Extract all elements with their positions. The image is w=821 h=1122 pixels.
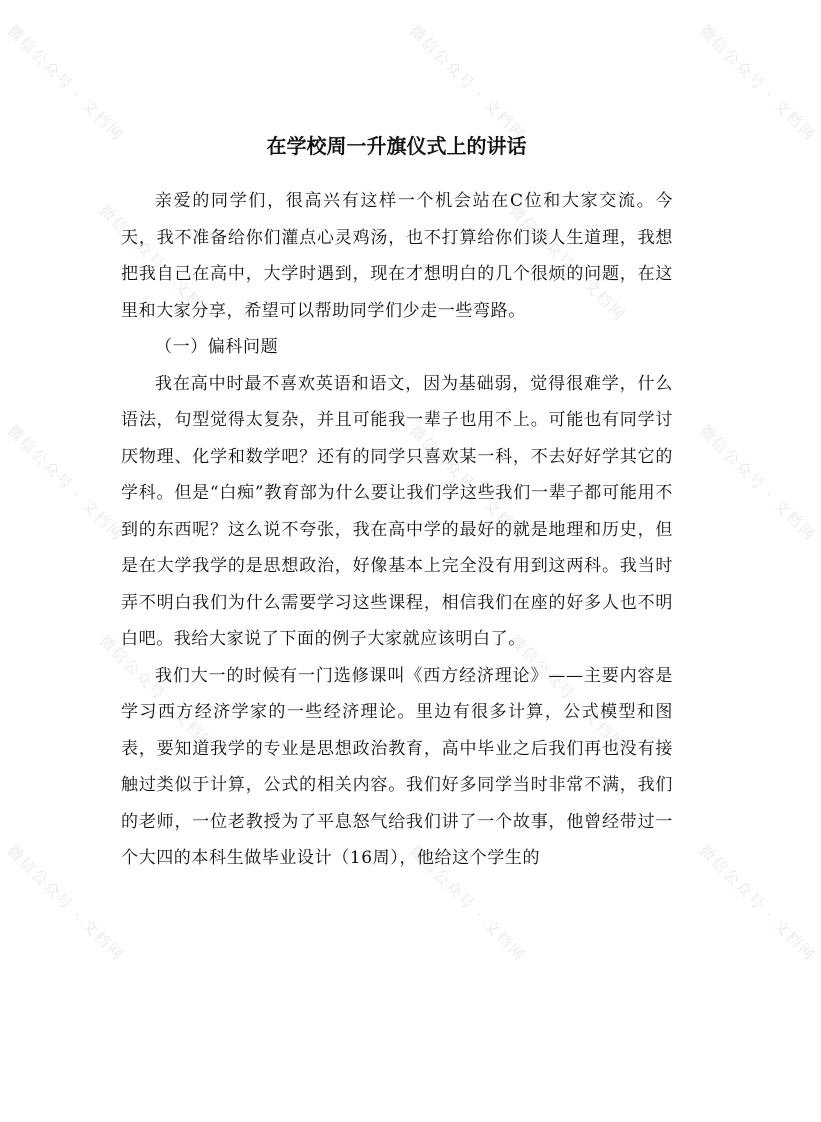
watermark: 微信公众号 · 文档网 <box>695 21 820 145</box>
watermark: 微信公众号 · 文档网 <box>405 21 530 145</box>
watermark: 微信公众号 · 文档网 <box>95 201 220 325</box>
watermark: 微信公众号 · 文档网 <box>3 841 128 965</box>
watermark: 微信公众号 · 文档网 <box>95 631 220 755</box>
watermark: 微信公众号 · 文档网 <box>695 421 820 545</box>
section-heading: （一）偏科问题 <box>155 337 279 357</box>
watermark: 微信公众号 · 文档网 <box>695 841 820 965</box>
watermark: 微信公众号 · 文档网 <box>505 631 630 755</box>
paragraph-intro: 亲爱的同学们，很高兴有这样一个机会站在C位和大家交流。今天，我不准备给你们灌点心灵鸡汤，也不打算给你们谈人生道理，我想把我自己在高中，大学时遇到，现在才想明白的几个很烦的问题，在这里和大家分享，希望可以帮助同学们少走一些弯路。 <box>121 191 673 321</box>
watermark: 微信公众号 · 文档网 <box>3 21 128 145</box>
document-body <box>121 183 673 877</box>
watermark: 微信公众号 · 文档网 <box>405 841 530 965</box>
paragraph-body: 我在高中时最不喜欢英语和语文，因为基础弱，觉得很难学，什么语法，句型觉得太复杂，并且可能我一辈子也用不上。可能也有同学讨厌物理、化学和数学吧？还有的同学只喜欢某一科，不去好好学其它的学科。但是“白痴”教育部为什么要让我们学这些我们一辈子都可能用不到的东西呢？这么说不夸张，我在高中学的最好的就是地理和历史，但是在大学我学的是思想政治，好像基本上完全没有用到这两科。我当时弄不明白我们为什么需要学习这些课程，相信我们在座的好多人也不明白吧。我给大家说了下面的例子大家就应该明白了。 <box>121 373 673 649</box>
watermark: 微信公众号 · 文档网 <box>505 201 630 325</box>
watermark: 微信公众号 · 文档网 <box>405 421 530 545</box>
paragraph-body: 我们大一的时候有一门选修课叫《西方经济理论》——主要内容是学习西方经济学家的一些经济理论。里边有很多计算，公式模型和图表，要知道我学的专业是思想政治教育，高中毕业之后我们再也没有接触过类似于计算，公式的相关内容。我们好多同学当时非常不满，我们的老师，一位老教授为了平息怒气给我们讲了一个故事，他曾经带过一个大四的本科生做毕业设计（16周），他给这个学生的 <box>121 665 673 868</box>
document-title: 在学校周一升旗仪式上的讲话 <box>266 134 527 158</box>
watermark: 微信公众号 · 文档网 <box>3 421 128 545</box>
